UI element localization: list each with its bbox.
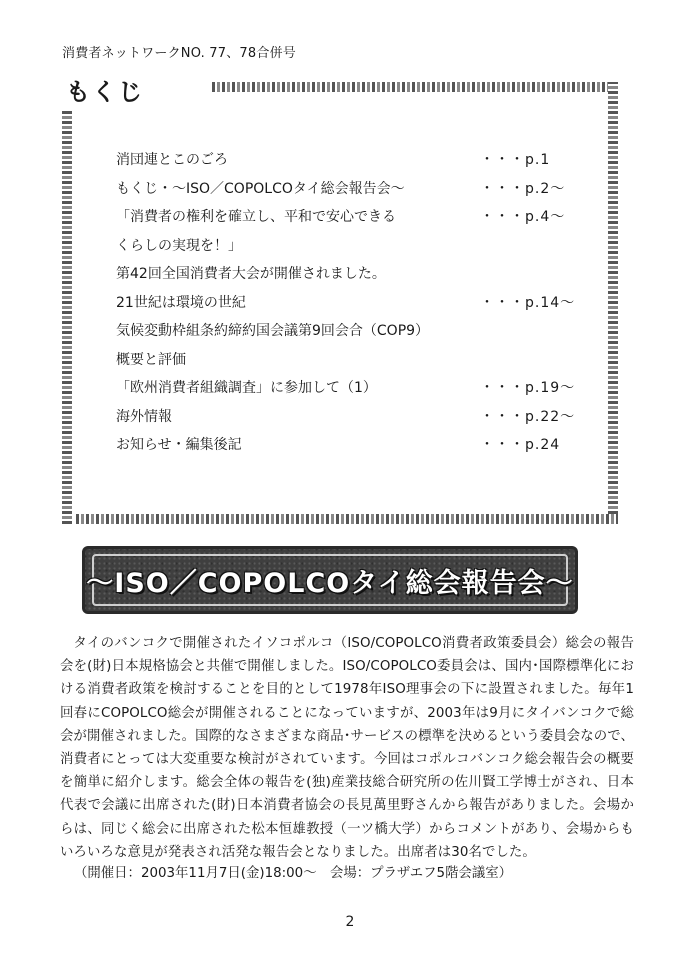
toc-row-page: ・・・p.1 [480,152,551,168]
toc-row-page: ・・・p.22～ [480,408,576,425]
toc-row [116,207,576,236]
table-of-contents [116,150,576,464]
toc-title: もくじ [66,78,144,106]
toc-row-page: ・・・p.2～ [480,180,566,197]
toc-row [116,179,576,208]
meeting-info: （開催日：2003年11月7日(金)18:00～ 会場：プラザエフ5階会議室） [74,866,513,881]
toc-row-title: お知らせ・編集後記 [116,437,242,453]
chain-border-top [212,82,618,92]
section-banner [82,546,578,614]
toc-row-title: 「欧州消費者組織調査」に参加して（1） [116,380,377,396]
toc-row [116,350,576,379]
toc-row [116,236,576,265]
toc-row [116,150,576,179]
chain-border-left [62,110,72,524]
toc-row-page: ・・・p.24 [480,437,561,453]
toc-row-page: ・・・p.14～ [480,294,576,311]
toc-row-title: 気候変動枠組条約締約国会議第9回会合（COP9） [116,323,430,339]
toc-row [116,264,576,293]
toc-row-title: 「消費者の権利を確立し、平和で安心できる [116,209,396,225]
toc-row-title: 概要と評価 [116,351,186,368]
chain-border-bottom [76,514,618,524]
chain-border-right [608,82,618,524]
toc-row-page: ・・・p.4～ [480,209,566,225]
toc-row [116,407,576,436]
toc-row-title: もくじ・～ISO／COPOLCOタイ総会報告会～ [116,180,405,197]
toc-row-title: 第42回全国消費者大会が開催されました。 [116,266,386,282]
section-banner-title: ～ISO／COPOLCOタイ総会報告会～ [86,567,574,599]
header-publication: 消費者ネットワークNO. 77、78合併号 [62,46,296,61]
toc-row-title: 消団連とこのごろ [116,152,228,168]
toc-row-title: くらしの実現を！」 [116,237,242,254]
toc-row [116,435,576,464]
toc-row [116,321,576,350]
page-number: 2 [345,914,355,930]
toc-row-title: 海外情報 [116,408,172,425]
article-body: タイのバンコクで開催されたイソコポルコ（ISO/COPOLCO消費者政策委員会）総会の報告会を(財)日本規格協会と共催で開催しました。ISO/COPOLCO委員会は、国内･国際標準化における消費者政策を検討することを目的として1978年ISO理事会の下に設置されました。毎年1回春にCOPOLCO総会が開催されることになっていますが、2003年は9月にタイバンコクで総会が開催されました。国際的なさまざまな商品･サービスの標準を決めるという委員会なので、消費者にとっては大変重要な検討がされています。今回はコポルコバンコク総会報告会の概要を簡単に紹介します。総会全体の報告を(独)産業技総合研究所の佐川賢工学博士がされ、日本代表で会議に出席された(財)日本消費者協会の長見萬里野さんから報告がありました。会場からは、同じく総会に出席された松本恒雄教授（一ツ橋大学）からコメントがあり、会場からもいろいろな意見が発表され活発な報告会となりました。出席者は30名でした。 [60,636,634,860]
toc-row [116,378,576,407]
toc-row-title: 21世紀は環境の世紀 [116,294,246,311]
toc-row-page: ・・・p.19～ [480,380,576,396]
toc-row [116,293,576,322]
